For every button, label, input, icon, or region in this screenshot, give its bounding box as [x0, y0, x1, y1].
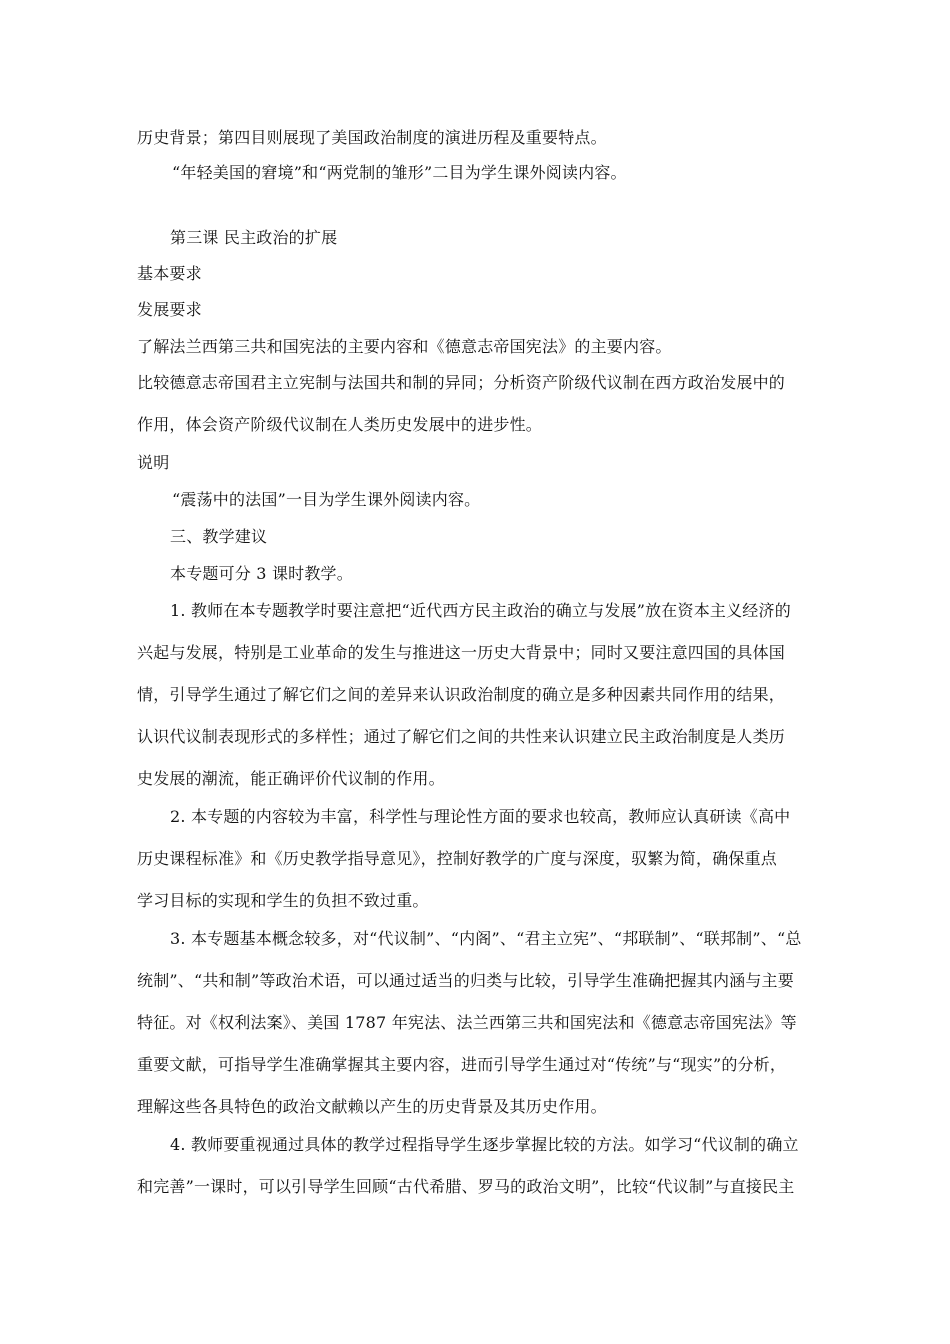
paragraph-line: 比较德意志帝国君主立宪制与法国共和制的异同；分析资产阶级代议制在西方政治发展中的	[137, 373, 786, 392]
paragraph-line: 兴起与发展，特别是工业革命的发生与推进这一历史大背景中；同时又要注意四国的具体国	[137, 643, 786, 662]
paragraph-line: 1. 教师在本专题教学时要注意把“近代西方民主政治的确立与发展”放在资本主义经济的	[170, 601, 791, 620]
section-heading: 三、教学建议	[170, 527, 268, 546]
paragraph-line: 史发展的潮流，能正确评价代议制的作用。	[137, 769, 445, 788]
paragraph-line: “震荡中的法国”一目为学生课外阅读内容。	[172, 490, 481, 509]
paragraph-line: 学习目标的实现和学生的负担不致过重。	[137, 891, 429, 910]
paragraph-line: 3. 本专题基本概念较多，对“代议制”、“内阁”、“君主立宪”、“邦联制”、“联邦制”、“总	[170, 929, 802, 948]
section-heading: 第三课 民主政治的扩展	[170, 228, 338, 247]
paragraph-line: 情，引导学生通过了解它们之间的差异来认识政治制度的确立是多种因素共同作用的结果，	[137, 685, 786, 704]
paragraph-line: 4. 教师要重视通过具体的教学过程指导学生逐步掌握比较的方法。如学习“代议制的确立	[170, 1135, 799, 1154]
subheading: 发展要求	[137, 300, 202, 319]
paragraph-line: 本专题可分 3 课时教学。	[170, 564, 353, 583]
paragraph-line: 作用，体会资产阶级代议制在人类历史发展中的进步性。	[137, 415, 543, 434]
paragraph-line: 重要文献，可指导学生准确掌握其主要内容，进而引导学生通过对“传统”与“现实”的分析，	[137, 1055, 787, 1074]
paragraph-line: 历史背景；第四目则展现了美国政治制度的演进历程及重要特点。	[137, 128, 607, 147]
paragraph-line: “年轻美国的窘境”和“两党制的雏形”二目为学生课外阅读内容。	[172, 163, 627, 182]
paragraph-line: 理解这些各具特色的政治文献赖以产生的历史背景及其历史作用。	[137, 1097, 607, 1116]
paragraph-line: 特征。对《权利法案》、美国 1787 年宪法、法兰西第三共和国宪法和《德意志帝国宪法》等	[137, 1013, 797, 1032]
subheading: 基本要求	[137, 264, 202, 283]
paragraph-line: 和完善”一课时，可以引导学生回顾“古代希腊、罗马的政治文明”，比较“代议制”与直接民主	[137, 1177, 795, 1196]
paragraph-line: 认识代议制表现形式的多样性；通过了解它们之间的共性来认识建立民主政治制度是人类历	[137, 727, 786, 746]
paragraph-line: 统制”、“共和制”等政治术语，可以通过适当的归类与比较，引导学生准确把握其内涵与主要	[137, 971, 794, 990]
paragraph-line: 2. 本专题的内容较为丰富，科学性与理论性方面的要求也较高，教师应认真研读《高中	[170, 807, 791, 826]
paragraph-line: 历史课程标准》和《历史教学指导意见》，控制好教学的广度与深度，驭繁为简，确保重点	[137, 849, 778, 868]
subheading: 说明	[137, 453, 170, 472]
paragraph-line: 了解法兰西第三共和国宪法的主要内容和《德意志帝国宪法》的主要内容。	[137, 337, 672, 356]
